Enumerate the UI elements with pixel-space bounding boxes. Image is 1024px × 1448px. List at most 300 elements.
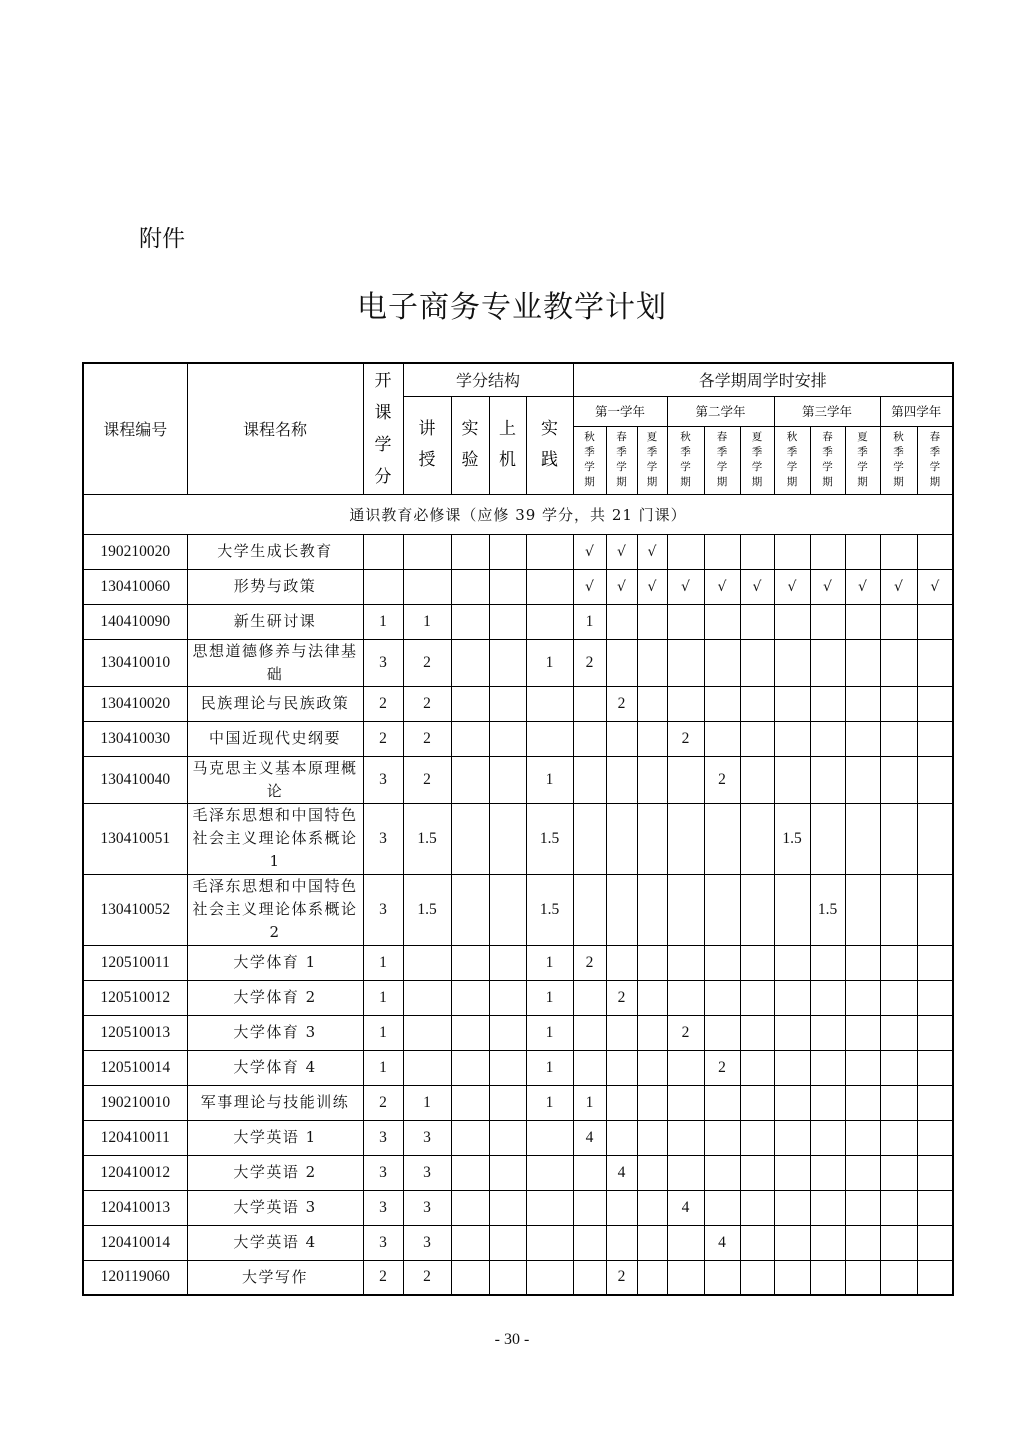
header-year-1: 第一学年 xyxy=(573,396,667,426)
credits-cell: 3 xyxy=(363,639,403,686)
term-hours-cell xyxy=(667,980,704,1015)
practice-cell: 1 xyxy=(526,639,573,686)
term-hours-cell xyxy=(774,604,810,639)
term-hours-cell: 2 xyxy=(667,721,704,756)
term-hours-cell xyxy=(606,1190,637,1225)
term-hours-cell: √ xyxy=(667,569,704,604)
practice-cell xyxy=(526,1225,573,1260)
term-hours-cell xyxy=(606,1050,637,1085)
computer-cell xyxy=(489,1050,526,1085)
header-term-char: 学 xyxy=(751,461,763,473)
term-hours-cell xyxy=(845,1085,880,1120)
term-hours-cell xyxy=(845,1225,880,1260)
term-hours-cell xyxy=(880,874,917,945)
header-experiment-char: 验 xyxy=(461,450,479,470)
header-practice-char: 践 xyxy=(541,450,558,470)
table-row xyxy=(83,721,953,756)
course-code: 130410040 xyxy=(83,756,187,803)
lecture-cell xyxy=(403,945,451,980)
table-row xyxy=(83,1085,953,1120)
experiment-cell xyxy=(451,756,489,803)
practice-cell xyxy=(526,604,573,639)
credits-cell: 1 xyxy=(363,945,403,980)
term-hours-cell xyxy=(880,945,917,980)
term-hours-cell xyxy=(667,1155,704,1190)
credits-cell: 1 xyxy=(363,1015,403,1050)
term-hours-cell xyxy=(606,874,637,945)
term-hours-cell xyxy=(740,980,774,1015)
lecture-cell: 1.5 xyxy=(403,803,451,874)
term-hours-cell: 1.5 xyxy=(774,803,810,874)
computer-cell xyxy=(489,569,526,604)
course-code: 130410030 xyxy=(83,721,187,756)
term-hours-cell xyxy=(845,1155,880,1190)
table-row xyxy=(83,945,953,980)
experiment-cell xyxy=(451,604,489,639)
term-hours-cell xyxy=(917,1120,953,1155)
term-hours-cell xyxy=(637,1120,667,1155)
term-hours-cell xyxy=(917,604,953,639)
course-name: 新生研讨课 xyxy=(187,604,363,639)
header-year-3: 第三学年 xyxy=(774,396,880,426)
header-term-char: 秋 xyxy=(680,431,691,443)
term-hours-cell xyxy=(774,721,810,756)
term-hours-cell xyxy=(845,1015,880,1050)
computer-cell xyxy=(489,980,526,1015)
table-row xyxy=(83,604,953,639)
term-hours-cell xyxy=(880,1225,917,1260)
lecture-cell: 3 xyxy=(403,1155,451,1190)
term-hours-cell xyxy=(810,1085,845,1120)
term-hours-cell xyxy=(845,874,880,945)
lecture-cell: 3 xyxy=(403,1190,451,1225)
term-hours-cell xyxy=(880,1260,917,1295)
header-term-char: 期 xyxy=(616,476,627,488)
header-term-spring xyxy=(917,426,953,494)
header-term-char: 秋 xyxy=(786,431,798,443)
term-hours-cell: √ xyxy=(740,569,774,604)
course-name: 大学英语 4 xyxy=(187,1225,363,1260)
header-credits-char: 分 xyxy=(374,466,392,487)
header-term-char: 期 xyxy=(646,476,658,488)
term-hours-cell xyxy=(740,874,774,945)
term-hours-cell xyxy=(667,686,704,721)
credits-cell: 1 xyxy=(363,604,403,639)
term-hours-cell xyxy=(704,945,740,980)
credits-cell: 1 xyxy=(363,1050,403,1085)
term-hours-cell xyxy=(810,945,845,980)
page-title: 电子商务专业教学计划 xyxy=(357,290,667,325)
header-term-char: 季 xyxy=(857,446,868,458)
term-hours-cell xyxy=(637,945,667,980)
header-computer-char: 机 xyxy=(499,450,516,470)
term-hours-cell xyxy=(637,756,667,803)
experiment-cell xyxy=(451,686,489,721)
term-hours-cell xyxy=(880,604,917,639)
term-hours-cell xyxy=(740,756,774,803)
header-term-char: 学 xyxy=(929,461,941,473)
header-credit-structure: 学分结构 xyxy=(403,363,573,396)
practice-cell xyxy=(526,1190,573,1225)
table-row xyxy=(83,1120,953,1155)
term-hours-cell xyxy=(810,1190,845,1225)
header-term-char: 春 xyxy=(929,431,941,443)
course-code: 130410052 xyxy=(83,874,187,945)
header-term-char: 春 xyxy=(716,431,728,443)
term-hours-cell xyxy=(637,721,667,756)
term-hours-cell xyxy=(917,1225,953,1260)
header-credits-char: 学 xyxy=(374,434,392,455)
term-hours-cell xyxy=(667,803,704,874)
table-row xyxy=(83,1050,953,1085)
table-row xyxy=(83,534,953,569)
header-term-char: 期 xyxy=(716,476,728,488)
course-name: 大学英语 3 xyxy=(187,1190,363,1225)
term-hours-cell: 4 xyxy=(606,1155,637,1190)
credits-cell: 2 xyxy=(363,721,403,756)
experiment-cell xyxy=(451,721,489,756)
course-code: 130410060 xyxy=(83,569,187,604)
term-hours-cell xyxy=(880,1190,917,1225)
term-hours-cell xyxy=(880,1120,917,1155)
term-hours-cell xyxy=(917,1190,953,1225)
header-term-char: 季 xyxy=(616,446,627,458)
header-term-char: 夏 xyxy=(646,431,658,443)
lecture-cell xyxy=(403,980,451,1015)
term-hours-cell: 2 xyxy=(606,980,637,1015)
header-experiment-char: 实 xyxy=(461,419,479,439)
term-hours-cell xyxy=(880,1015,917,1050)
table-row xyxy=(83,1260,953,1295)
term-hours-cell xyxy=(637,1225,667,1260)
term-hours-cell xyxy=(774,1260,810,1295)
computer-cell xyxy=(489,639,526,686)
course-name: 大学体育 1 xyxy=(187,945,363,980)
table-row xyxy=(83,1225,953,1260)
credits-cell: 3 xyxy=(363,1155,403,1190)
course-name: 大学英语 2 xyxy=(187,1155,363,1190)
experiment-cell xyxy=(451,569,489,604)
term-hours-cell xyxy=(573,874,606,945)
lecture-cell xyxy=(403,1015,451,1050)
term-hours-cell xyxy=(740,945,774,980)
header-term-char: 学 xyxy=(716,461,728,473)
term-hours-cell xyxy=(917,639,953,686)
term-hours-cell xyxy=(774,686,810,721)
term-hours-cell xyxy=(880,980,917,1015)
term-hours-cell: 2 xyxy=(573,945,606,980)
term-hours-cell xyxy=(845,803,880,874)
term-hours-cell xyxy=(606,604,637,639)
course-name: 大学体育 2 xyxy=(187,980,363,1015)
term-hours-cell xyxy=(917,1050,953,1085)
term-hours-cell xyxy=(810,1120,845,1155)
experiment-cell xyxy=(451,534,489,569)
credits-cell: 3 xyxy=(363,874,403,945)
term-hours-cell xyxy=(637,874,667,945)
lecture-cell: 1 xyxy=(403,1085,451,1120)
header-practice xyxy=(526,396,573,494)
term-hours-cell xyxy=(740,1120,774,1155)
lecture-cell: 3 xyxy=(403,1225,451,1260)
term-hours-cell xyxy=(573,1225,606,1260)
term-hours-cell xyxy=(573,756,606,803)
computer-cell xyxy=(489,1260,526,1295)
term-hours-cell xyxy=(606,803,637,874)
table-row xyxy=(83,803,953,874)
term-hours-cell xyxy=(845,639,880,686)
term-hours-cell xyxy=(637,1260,667,1295)
header-term-char: 夏 xyxy=(751,431,763,443)
lecture-cell: 2 xyxy=(403,1260,451,1295)
header-lecture-char: 授 xyxy=(418,450,436,470)
term-hours-cell xyxy=(637,803,667,874)
term-hours-cell xyxy=(667,1260,704,1295)
computer-cell xyxy=(489,1190,526,1225)
term-hours-cell xyxy=(740,1225,774,1260)
header-term-char: 秋 xyxy=(893,431,904,443)
term-hours-cell xyxy=(637,1050,667,1085)
table-row xyxy=(83,756,953,803)
computer-cell xyxy=(489,803,526,874)
term-hours-cell xyxy=(704,1015,740,1050)
term-hours-cell xyxy=(667,1120,704,1155)
header-term-autumn xyxy=(774,426,810,494)
table-body xyxy=(83,494,953,1295)
header-term-char: 期 xyxy=(929,476,941,488)
computer-cell xyxy=(489,534,526,569)
header-course-code: 课程编号 xyxy=(83,363,187,494)
term-hours-cell xyxy=(637,980,667,1015)
term-hours-cell: √ xyxy=(573,569,606,604)
course-name: 大学体育 4 xyxy=(187,1050,363,1085)
term-hours-cell xyxy=(880,1155,917,1190)
term-hours-cell xyxy=(573,1050,606,1085)
term-hours-cell xyxy=(637,1155,667,1190)
term-hours-cell xyxy=(774,1190,810,1225)
term-hours-cell: √ xyxy=(704,569,740,604)
term-hours-cell xyxy=(704,803,740,874)
term-hours-cell xyxy=(606,1015,637,1050)
header-term-char: 季 xyxy=(929,446,941,458)
term-hours-cell xyxy=(667,604,704,639)
header-practice-char: 实 xyxy=(541,419,558,439)
table-row xyxy=(83,686,953,721)
term-hours-cell xyxy=(573,1260,606,1295)
header-credits-char: 课 xyxy=(374,402,392,423)
credits-cell: 2 xyxy=(363,1260,403,1295)
course-name: 马克思主义基本原理概论 xyxy=(187,756,363,803)
course-code: 120119060 xyxy=(83,1260,187,1295)
practice-cell: 1.5 xyxy=(526,874,573,945)
practice-cell xyxy=(526,721,573,756)
computer-cell xyxy=(489,721,526,756)
term-hours-cell xyxy=(810,1225,845,1260)
term-hours-cell xyxy=(810,756,845,803)
term-hours-cell xyxy=(667,534,704,569)
header-term-char: 期 xyxy=(584,476,595,488)
term-hours-cell xyxy=(917,980,953,1015)
credits-cell xyxy=(363,534,403,569)
term-hours-cell xyxy=(810,803,845,874)
credits-cell: 2 xyxy=(363,1085,403,1120)
term-hours-cell xyxy=(740,1260,774,1295)
term-hours-cell xyxy=(810,1155,845,1190)
term-hours-cell xyxy=(917,534,953,569)
table-row xyxy=(83,569,953,604)
term-hours-cell xyxy=(573,721,606,756)
term-hours-cell xyxy=(704,874,740,945)
header-term-autumn xyxy=(880,426,917,494)
term-hours-cell: 2 xyxy=(704,756,740,803)
header-year-2: 第二学年 xyxy=(667,396,774,426)
header-term-char: 学 xyxy=(680,461,691,473)
term-hours-cell: 2 xyxy=(667,1015,704,1050)
header-term-char: 学 xyxy=(646,461,658,473)
teaching-plan-table xyxy=(82,362,954,1296)
term-hours-cell xyxy=(704,1260,740,1295)
term-hours-cell xyxy=(774,534,810,569)
header-term-char: 夏 xyxy=(857,431,868,443)
term-hours-cell xyxy=(880,721,917,756)
term-hours-cell xyxy=(704,1190,740,1225)
term-hours-cell xyxy=(573,686,606,721)
header-credits-char: 开 xyxy=(374,370,392,391)
practice-cell: 1 xyxy=(526,756,573,803)
attachment-label: 附件 xyxy=(139,226,185,252)
term-hours-cell: √ xyxy=(606,569,637,604)
credits-cell: 1 xyxy=(363,980,403,1015)
section-title: 通识教育必修课（应修 39 学分，共 21 门课） xyxy=(83,494,953,534)
course-name: 民族理论与民族政策 xyxy=(187,686,363,721)
lecture-cell: 2 xyxy=(403,756,451,803)
table-row xyxy=(83,980,953,1015)
term-hours-cell xyxy=(704,1085,740,1120)
term-hours-cell xyxy=(810,1260,845,1295)
term-hours-cell xyxy=(845,1120,880,1155)
header-term-char: 季 xyxy=(822,446,833,458)
term-hours-cell: √ xyxy=(810,569,845,604)
course-code: 120510013 xyxy=(83,1015,187,1050)
credits-cell: 3 xyxy=(363,1225,403,1260)
lecture-cell xyxy=(403,569,451,604)
term-hours-cell xyxy=(740,686,774,721)
term-hours-cell xyxy=(637,639,667,686)
term-hours-cell: 1 xyxy=(573,1085,606,1120)
header-lecture xyxy=(403,396,451,494)
course-code: 120410011 xyxy=(83,1120,187,1155)
term-hours-cell: 2 xyxy=(606,1260,637,1295)
header-term-char: 学 xyxy=(616,461,627,473)
lecture-cell: 2 xyxy=(403,721,451,756)
term-hours-cell: √ xyxy=(573,534,606,569)
course-code: 120410012 xyxy=(83,1155,187,1190)
term-hours-cell xyxy=(704,639,740,686)
term-hours-cell xyxy=(917,874,953,945)
term-hours-cell xyxy=(845,756,880,803)
credits-cell: 2 xyxy=(363,686,403,721)
course-code: 130410010 xyxy=(83,639,187,686)
header-course-name: 课程名称 xyxy=(187,363,363,494)
term-hours-cell: 2 xyxy=(704,1050,740,1085)
experiment-cell xyxy=(451,1050,489,1085)
course-name: 形势与政策 xyxy=(187,569,363,604)
term-hours-cell xyxy=(774,1225,810,1260)
experiment-cell xyxy=(451,1120,489,1155)
term-hours-cell: √ xyxy=(606,534,637,569)
course-name: 军事理论与技能训练 xyxy=(187,1085,363,1120)
term-hours-cell xyxy=(667,874,704,945)
header-term-spring xyxy=(704,426,740,494)
term-hours-cell xyxy=(740,1155,774,1190)
experiment-cell xyxy=(451,1260,489,1295)
term-hours-cell xyxy=(774,1120,810,1155)
header-term-summer xyxy=(740,426,774,494)
course-name: 大学英语 1 xyxy=(187,1120,363,1155)
computer-cell xyxy=(489,1085,526,1120)
header-term-char: 秋 xyxy=(584,431,595,443)
header-term-char: 期 xyxy=(822,476,833,488)
experiment-cell xyxy=(451,1085,489,1120)
practice-cell xyxy=(526,1155,573,1190)
term-hours-cell: 4 xyxy=(704,1225,740,1260)
experiment-cell xyxy=(451,803,489,874)
term-hours-cell: √ xyxy=(845,569,880,604)
computer-cell xyxy=(489,945,526,980)
header-term-char: 学 xyxy=(893,461,904,473)
practice-cell xyxy=(526,534,573,569)
header-term-char: 期 xyxy=(857,476,868,488)
term-hours-cell xyxy=(845,686,880,721)
table-row xyxy=(83,1015,953,1050)
header-term-char: 期 xyxy=(893,476,904,488)
term-hours-cell xyxy=(667,1085,704,1120)
term-hours-cell xyxy=(740,721,774,756)
credits-cell: 3 xyxy=(363,756,403,803)
term-hours-cell: √ xyxy=(917,569,953,604)
header-term-summer xyxy=(845,426,880,494)
practice-cell xyxy=(526,1260,573,1295)
lecture-cell: 2 xyxy=(403,686,451,721)
term-hours-cell xyxy=(667,945,704,980)
table-row xyxy=(83,1190,953,1225)
term-hours-cell xyxy=(774,1050,810,1085)
computer-cell xyxy=(489,874,526,945)
term-hours-cell xyxy=(606,756,637,803)
term-hours-cell xyxy=(704,534,740,569)
experiment-cell xyxy=(451,1015,489,1050)
header-term-char: 学 xyxy=(786,461,798,473)
term-hours-cell xyxy=(845,945,880,980)
lecture-cell xyxy=(403,1050,451,1085)
header-schedule: 各学期周学时安排 xyxy=(573,363,953,396)
experiment-cell xyxy=(451,874,489,945)
term-hours-cell xyxy=(667,639,704,686)
experiment-cell xyxy=(451,980,489,1015)
table-row xyxy=(83,1155,953,1190)
practice-cell xyxy=(526,569,573,604)
lecture-cell xyxy=(403,534,451,569)
course-name: 大学生成长教育 xyxy=(187,534,363,569)
course-code: 140410090 xyxy=(83,604,187,639)
header-term-char: 季 xyxy=(716,446,728,458)
term-hours-cell xyxy=(917,686,953,721)
header-term-summer xyxy=(637,426,667,494)
term-hours-cell xyxy=(740,639,774,686)
section-row xyxy=(83,494,953,534)
computer-cell xyxy=(489,1120,526,1155)
header-term-char: 春 xyxy=(616,431,627,443)
